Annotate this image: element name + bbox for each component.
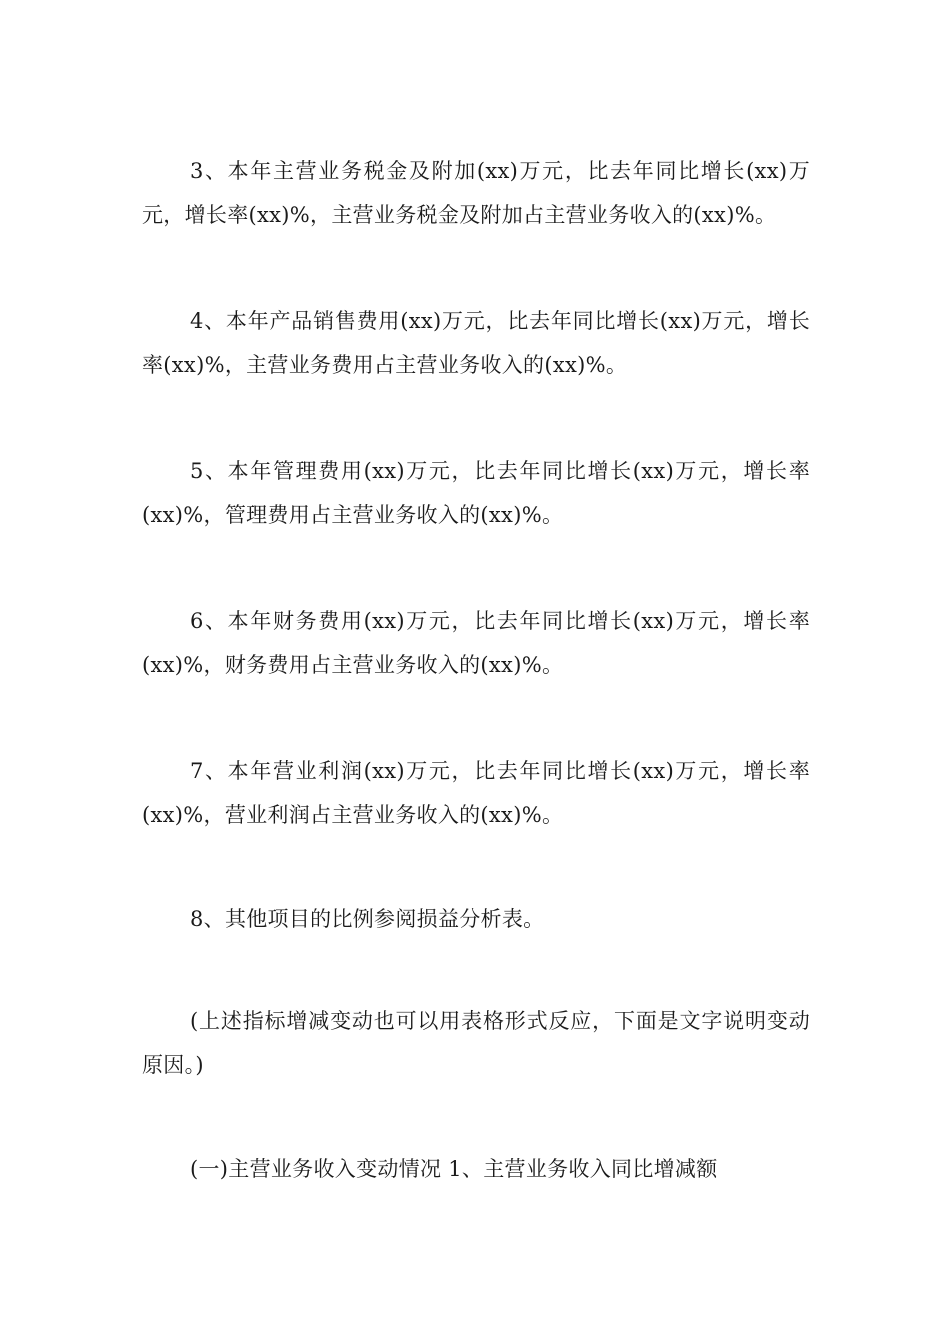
paragraph-item-3: 3、本年主营业务税金及附加(xx)万元，比去年同比增长(xx)万元，增长率(xx)%，主营业务税金及附加占主营业务收入的(xx)%。 [142,159,810,227]
paragraph-section-heading: (一)主营业务收入变动情况 1、主营业务收入同比增减额 [190,1157,718,1181]
paragraph-item-4: 4、本年产品销售费用(xx)万元，比去年同比增长(xx)万元，增长率(xx)%，主营业务费用占主营业务收入的(xx)%。 [142,309,810,377]
paragraph-item-5: 5、本年管理费用(xx)万元，比去年同比增长(xx)万元，增长率(xx)%，管理费用占主营业务收入的(xx)%。 [142,459,810,527]
paragraph-item-6: 6、本年财务费用(xx)万元，比去年同比增长(xx)万元，增长率(xx)%，财务费用占主营业务收入的(xx)%。 [142,609,810,677]
paragraph-item-7: 7、本年营业利润(xx)万元，比去年同比增长(xx)万元，增长率(xx)%，营业利润占主营业务收入的(xx)%。 [142,759,810,827]
paragraph-item-8: 8、其他项目的比例参阅损益分析表。 [190,907,545,931]
paragraph-note: (上述指标增减变动也可以用表格形式反应，下面是文字说明变动原因。) [142,1009,810,1077]
